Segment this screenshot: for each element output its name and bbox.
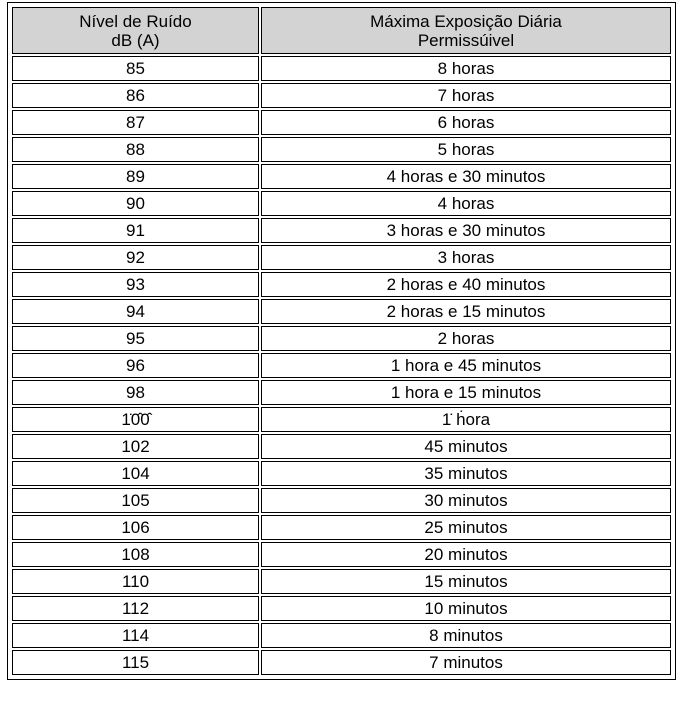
exposure-cell: 25 minutos: [261, 515, 671, 540]
noise-level-cell: 94: [12, 299, 259, 324]
noise-level-cell: 102: [12, 434, 259, 459]
exposure-cell: 3 horas: [261, 245, 671, 270]
noise-level-cell: 85: [12, 56, 259, 81]
exposure-cell: 2 horas: [261, 326, 671, 351]
exposure-cell: 35 minutos: [261, 461, 671, 486]
exposure-cell: 15 minutos: [261, 569, 671, 594]
header-noise-level-line1: Nível de Ruído: [79, 11, 192, 31]
noise-level-cell: 87: [12, 110, 259, 135]
noise-level-cell: 106: [12, 515, 259, 540]
noise-exposure-table: [7, 2, 676, 680]
table-row: [12, 218, 671, 243]
noise-level-cell: 90: [12, 191, 259, 216]
exposure-cell: 5 horas: [261, 137, 671, 162]
exposure-cell: 30 minutos: [261, 488, 671, 513]
noise-level-cell: 105: [12, 488, 259, 513]
table-row: [12, 326, 671, 351]
exposure-cell: 3 horas e 30 minutos: [261, 218, 671, 243]
header-noise-level-line2: dB (A): [111, 30, 160, 50]
table-row: [12, 434, 671, 459]
header-max-exposure-line2: Permissúivel: [417, 30, 515, 50]
noise-level-cell: 110: [12, 569, 259, 594]
exposure-cell: 45 minutos: [261, 434, 671, 459]
table-row: [12, 110, 671, 135]
exposure-cell: 8 minutos: [261, 623, 671, 648]
noise-level-cell: 1̇0̂0̂: [12, 407, 259, 432]
header-max-exposure: [261, 7, 671, 54]
exposure-cell: 7 minutos: [261, 650, 671, 675]
noise-level-cell: 86: [12, 83, 259, 108]
exposure-cell: 4 horas e 30 minutos: [261, 164, 671, 189]
exposure-cell: 1 hora e 15 minutos: [261, 380, 671, 405]
noise-level-cell: 96: [12, 353, 259, 378]
noise-level-cell: 93: [12, 272, 259, 297]
noise-level-cell: 104: [12, 461, 259, 486]
noise-level-cell: 114: [12, 623, 259, 648]
table-row: [12, 596, 671, 621]
table-row: [12, 83, 671, 108]
noise-level-cell: 95: [12, 326, 259, 351]
table-row: [12, 623, 671, 648]
table-row: [12, 299, 671, 324]
table-row: [12, 353, 671, 378]
noise-level-cell: 92: [12, 245, 259, 270]
table-row: [12, 245, 671, 270]
table-row: [12, 191, 671, 216]
noise-level-cell: 98: [12, 380, 259, 405]
exposure-cell: 1̇ ḣora: [261, 407, 671, 432]
table-row: [12, 488, 671, 513]
exposure-cell: 2 horas e 40 minutos: [261, 272, 671, 297]
exposure-cell: 1 hora e 45 minutos: [261, 353, 671, 378]
table-row: [12, 272, 671, 297]
table-row: [12, 56, 671, 81]
table-header-row: [12, 7, 671, 54]
table-row: [12, 137, 671, 162]
exposure-cell: 8 horas: [261, 56, 671, 81]
exposure-cell: 4 horas: [261, 191, 671, 216]
table-row: [12, 650, 671, 675]
noise-level-cell: 115: [12, 650, 259, 675]
table-row: [12, 407, 671, 432]
table-row: [12, 380, 671, 405]
noise-level-cell: 88: [12, 137, 259, 162]
noise-level-cell: 108: [12, 542, 259, 567]
header-noise-level: [12, 7, 259, 54]
exposure-cell: 20 minutos: [261, 542, 671, 567]
exposure-cell: 7 horas: [261, 83, 671, 108]
exposure-cell: 2 horas e 15 minutos: [261, 299, 671, 324]
header-max-exposure-line1: Máxima Exposição Diária: [370, 11, 562, 31]
exposure-cell: 10 minutos: [261, 596, 671, 621]
noise-exposure-grid: [10, 5, 673, 677]
table-row: [12, 515, 671, 540]
noise-level-cell: 91: [12, 218, 259, 243]
table-row: [12, 164, 671, 189]
noise-level-cell: 112: [12, 596, 259, 621]
exposure-cell: 6 horas: [261, 110, 671, 135]
table-row: [12, 569, 671, 594]
noise-level-cell: 89: [12, 164, 259, 189]
table-row: [12, 461, 671, 486]
table-row: [12, 542, 671, 567]
